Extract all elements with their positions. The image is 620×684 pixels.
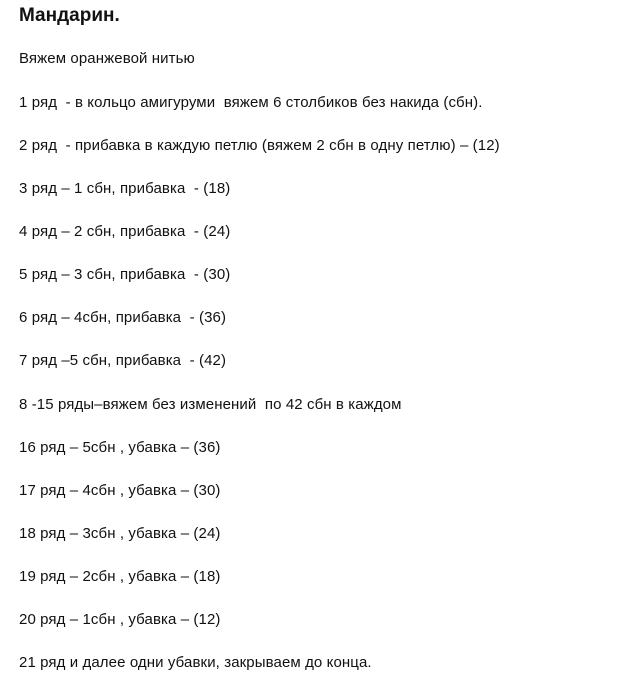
row-line-5: 5 ряд – 3 сбн, прибавка - (30): [19, 266, 231, 283]
row-line-17: 17 ряд – 4сбн , убавка – (30): [19, 482, 221, 499]
row-line-1: 1 ряд - в кольцо амигуруми вяжем 6 столбиков без накида (сбн).: [19, 94, 483, 111]
row-line-19: 19 ряд – 2сбн , убавка – (18): [19, 568, 221, 585]
row-line-16: 16 ряд – 5сбн , убавка – (36): [19, 439, 221, 456]
row-line-18: 18 ряд – 3сбн , убавка – (24): [19, 525, 221, 542]
row-line-2: 2 ряд - прибавка в каждую петлю (вяжем 2 сбн в одну петлю) – (12): [19, 137, 500, 154]
row-line-3: 3 ряд – 1 сбн, прибавка - (18): [19, 180, 231, 197]
intro-line: Вяжем оранжевой нитью: [19, 50, 195, 67]
row-line-4: 4 ряд – 2 сбн, прибавка - (24): [19, 223, 231, 240]
row-line-8-15: 8 -15 ряды–вяжем без изменений по 42 сбн в каждом: [19, 396, 402, 413]
row-line-7: 7 ряд –5 сбн, прибавка - (42): [19, 352, 227, 369]
row-line-21: 21 ряд и далее одни убавки, закрываем до конца.: [19, 654, 372, 671]
document-title: Мандарин.: [19, 5, 120, 26]
row-line-6: 6 ряд – 4сбн, прибавка - (36): [19, 309, 227, 326]
row-line-20: 20 ряд – 1сбн , убавка – (12): [19, 611, 221, 628]
